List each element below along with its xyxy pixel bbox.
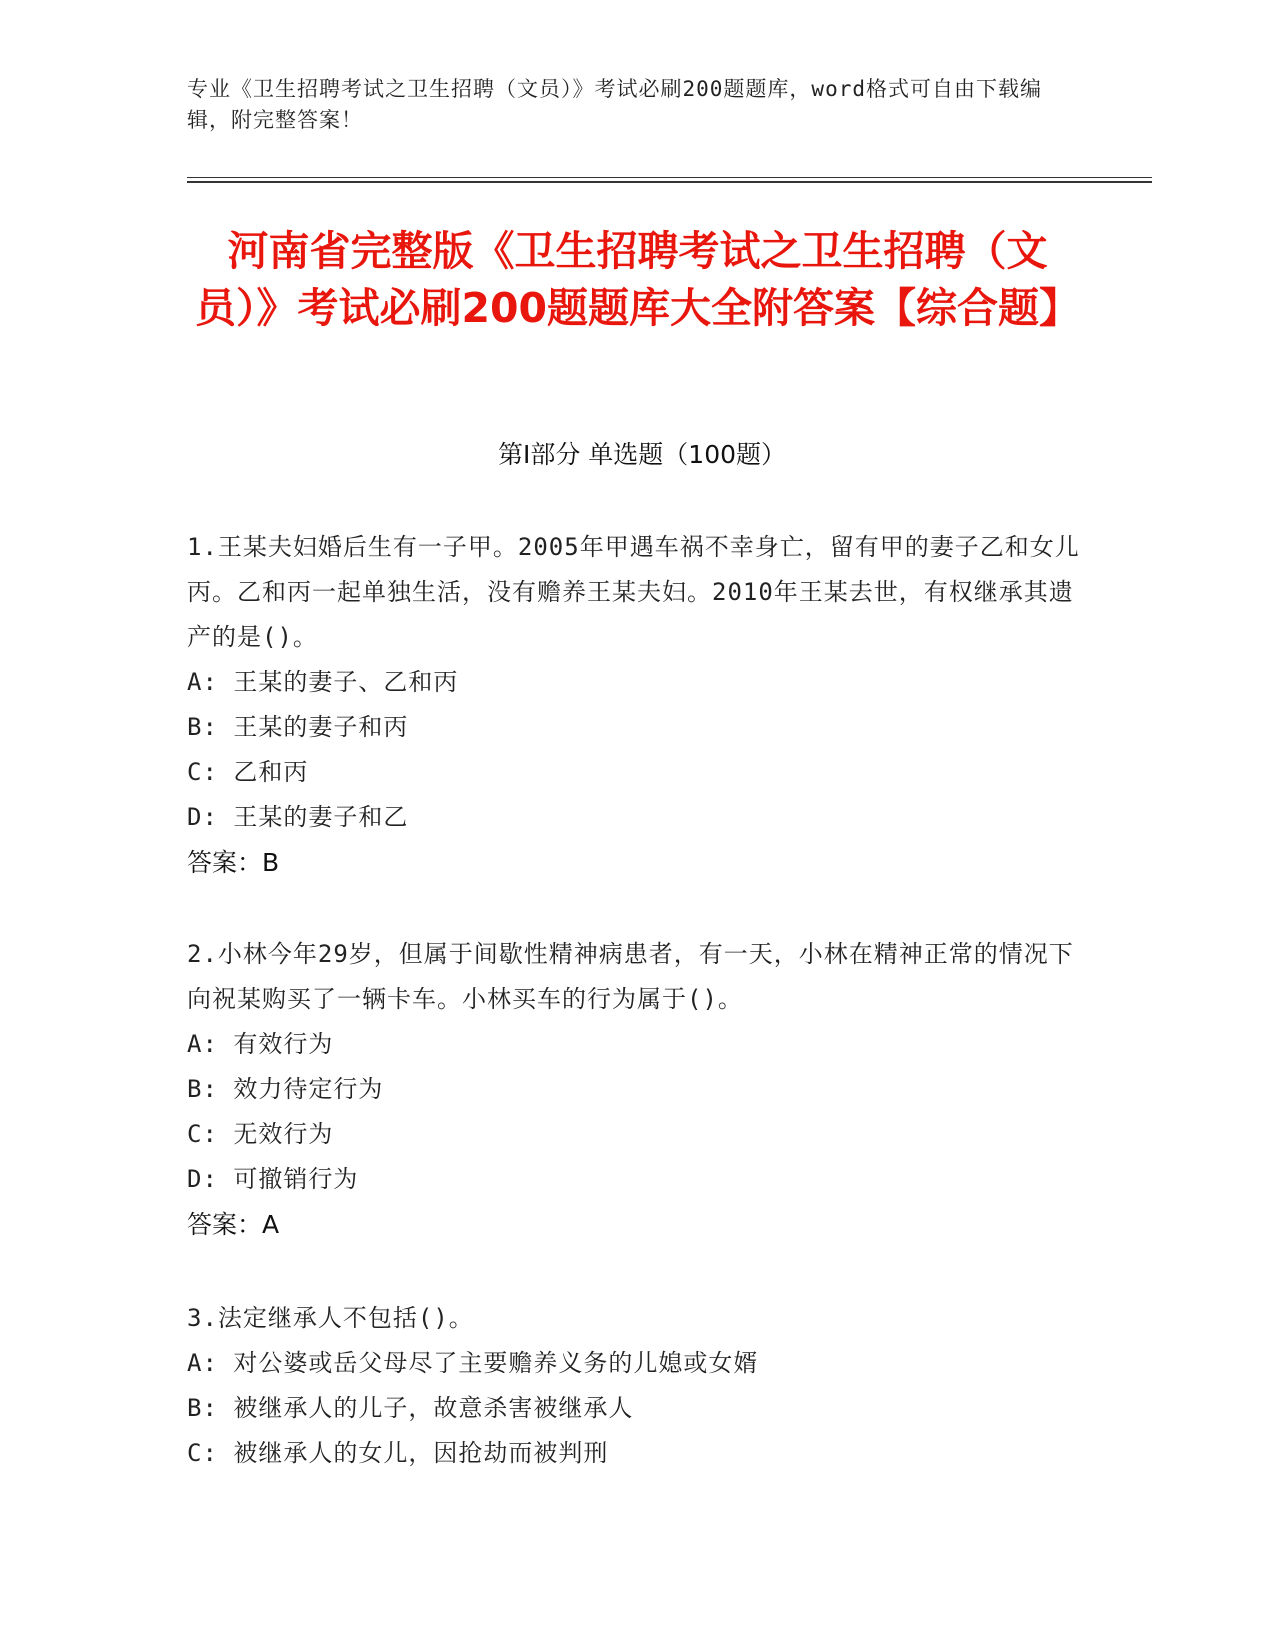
header-divider-thick bbox=[187, 181, 1152, 183]
answer: 答案：A bbox=[187, 1210, 280, 1239]
question-1 bbox=[187, 525, 1082, 885]
header-divider-thin bbox=[187, 177, 1152, 178]
option-b: B: 被继承人的儿子，故意杀害被继承人 bbox=[187, 1394, 634, 1422]
option-d: D: 王某的妻子和乙 bbox=[187, 803, 409, 831]
question-stem: 2.小林今年29岁，但属于间歇性精神病患者，有一天，小林在精神正常的情况下向祝某购买了一辆卡车。小林买车的行为属于()。 bbox=[187, 940, 1074, 1013]
option-d: D: 可撤销行为 bbox=[187, 1165, 359, 1193]
question-stem: 3.法定继承人不包括()。 bbox=[187, 1304, 474, 1332]
option-b: B: 王某的妻子和丙 bbox=[187, 713, 409, 741]
header-note: 专业《卫生招聘考试之卫生招聘（文员）》考试必刷200题题库，word格式可自由下载编辑，附完整答案！ bbox=[187, 77, 1042, 132]
section-title: 第Ⅰ部分 单选题（100题） bbox=[497, 440, 787, 469]
question-3 bbox=[187, 1296, 1082, 1476]
question-stem: 1.王某夫妇婚后生有一子甲。2005年甲遇车祸不幸身亡，留有甲的妻子乙和女儿丙。乙和丙一起单独生活，没有赡养王某夫妇。2010年王某去世，有权继承其遗产的是()。 bbox=[187, 533, 1080, 651]
document-title: 河南省完整版《卫生招聘考试之卫生招聘（文员）》考试必刷200题题库大全附答案【综合题】 bbox=[194, 227, 1081, 332]
option-a: A: 王某的妻子、乙和丙 bbox=[187, 668, 459, 696]
option-b: B: 效力待定行为 bbox=[187, 1075, 384, 1103]
option-a: A: 有效行为 bbox=[187, 1030, 334, 1058]
option-c: C: 无效行为 bbox=[187, 1120, 334, 1148]
option-a: A: 对公婆或岳父母尽了主要赡养义务的儿媳或女婿 bbox=[187, 1349, 759, 1377]
option-c: C: 被继承人的女儿，因抢劫而被判刑 bbox=[187, 1439, 609, 1467]
answer: 答案：B bbox=[187, 848, 280, 877]
question-2 bbox=[187, 932, 1082, 1247]
option-c: C: 乙和丙 bbox=[187, 758, 309, 786]
